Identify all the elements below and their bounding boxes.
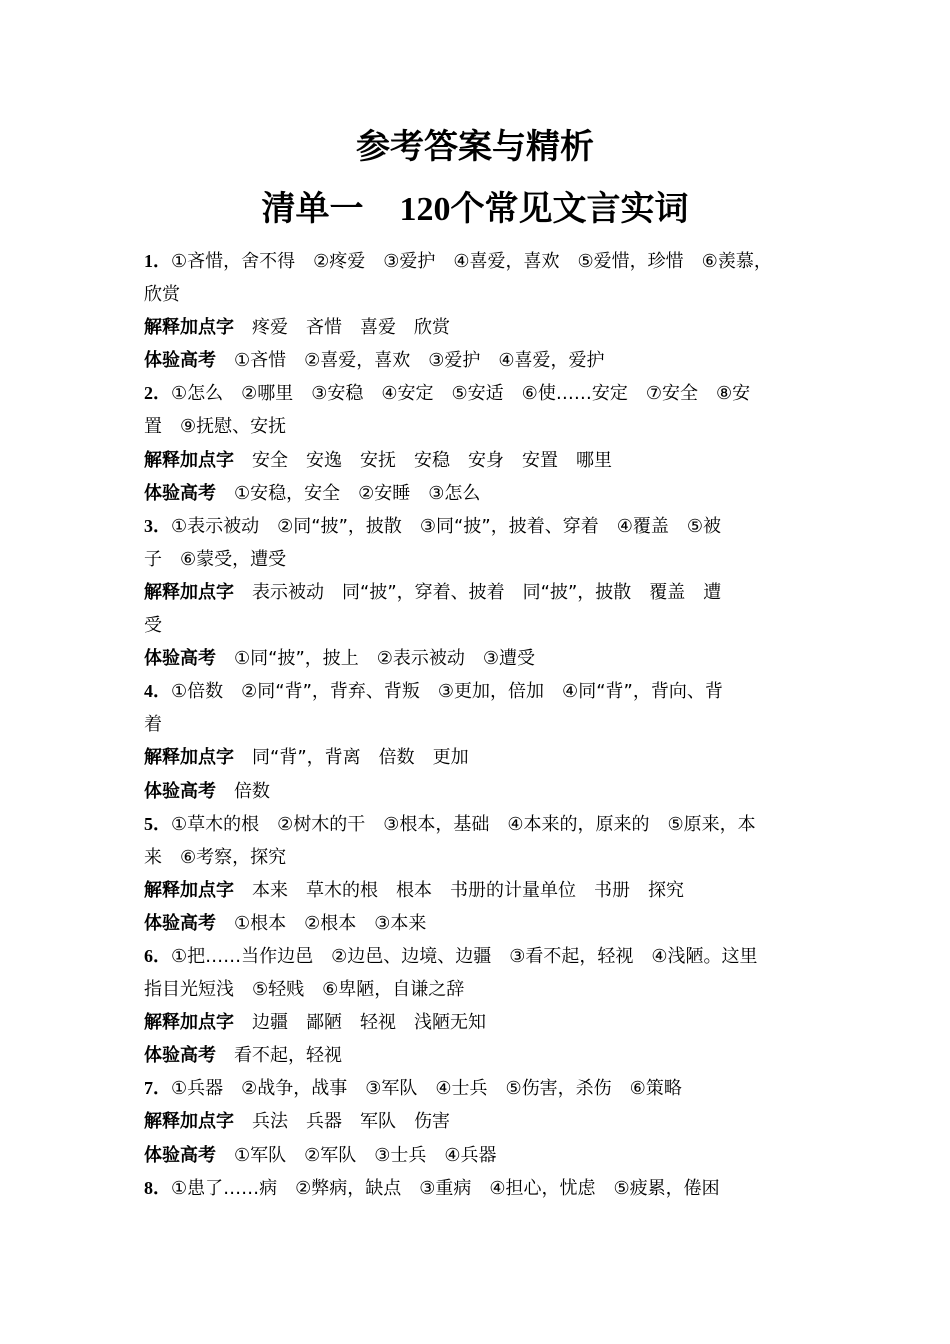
explain-dotted-line (144, 741, 824, 774)
continuation-line (144, 609, 824, 642)
continuation-text: 受 (144, 615, 162, 637)
continuation-line (144, 543, 824, 576)
explain-dotted-label: 解释加点字 (144, 1111, 234, 1133)
line-text: 兵法 兵器 军队 伤害 (234, 1111, 450, 1133)
continuation-line (144, 841, 824, 874)
line-text: 安全 安逸 安抚 安稳 安身 安置 哪里 (234, 449, 612, 471)
gaokao-label: 体验高考 (144, 482, 216, 504)
section-title (0, 186, 950, 233)
gaokao-line (144, 775, 824, 808)
answer-item-line (144, 808, 824, 841)
line-text: ①根本 ②根本 ③本来 (216, 912, 427, 934)
explain-dotted-line (144, 311, 824, 344)
line-text: ①吝惜 ②喜爱，喜欢 ③爱护 ④喜爱，爱护 (216, 350, 605, 372)
line-text: 疼爱 吝惜 喜爱 欣赏 (234, 317, 450, 339)
answer-item-line (144, 940, 824, 973)
answer-item-line (144, 1072, 824, 1105)
gaokao-line (144, 1039, 824, 1072)
line-text: ①军队 ②军队 ③士兵 ④兵器 (216, 1144, 497, 1166)
item-number: 1． (144, 251, 171, 271)
continuation-text: 来 ⑥考察，探究 (144, 846, 287, 868)
item-text: ①倍数 ②同“背”，背弃、背叛 ③更加，倍加 ④同“背”，背向、背 (171, 681, 723, 703)
continuation-line (144, 278, 824, 311)
continuation-line (144, 410, 824, 443)
gaokao-line (144, 344, 824, 377)
item-text: ①草木的根 ②树木的干 ③根本，基础 ④本来的，原来的 ⑤原来，本 (171, 813, 756, 835)
gaokao-line (144, 1139, 824, 1172)
page-title: 参考答案与精析 (356, 127, 594, 167)
explain-dotted-label: 解释加点字 (144, 747, 234, 769)
item-text: ①表示被动 ②同“披”，披散 ③同“披”，披着、穿着 ④覆盖 ⑤被 (171, 515, 721, 537)
gaokao-label: 体验高考 (144, 780, 216, 802)
answer-item-line (144, 510, 824, 543)
gaokao-label: 体验高考 (144, 912, 216, 934)
explain-dotted-label: 解释加点字 (144, 317, 234, 339)
continuation-line (144, 973, 824, 1006)
continuation-text: 欣赏 (144, 284, 180, 306)
explain-dotted-label: 解释加点字 (144, 581, 234, 603)
item-number: 2． (144, 383, 171, 404)
line-text: ①安稳，安全 ②安睡 ③怎么 (216, 482, 481, 504)
gaokao-label: 体验高考 (144, 648, 216, 670)
gaokao-line (144, 642, 824, 675)
answer-list (144, 245, 824, 1205)
explain-dotted-label: 解释加点字 (144, 1012, 234, 1034)
line-text: 倍数 (216, 780, 270, 802)
item-number: 7． (144, 1078, 171, 1099)
item-text: ①把……当作边邑 ②边邑、边境、边疆 ③看不起，轻视 ④浅陋。这里 (171, 945, 758, 967)
line-text: 本来 草木的根 根本 书册的计量单位 书册 探究 (234, 879, 684, 901)
line-text: 边疆 鄙陋 轻视 浅陋无知 (234, 1012, 486, 1034)
explain-dotted-line (144, 1105, 824, 1138)
gaokao-line (144, 907, 824, 940)
item-text: ①兵器 ②战争，战事 ③军队 ④士兵 ⑤伤害，杀伤 ⑥策略 (171, 1078, 682, 1100)
item-number: 6． (144, 945, 171, 966)
gaokao-line (144, 477, 824, 510)
item-text: ①患了……病 ②弊病，缺点 ③重病 ④担心，忧虑 ⑤疲累，倦困 (171, 1177, 720, 1199)
gaokao-label: 体验高考 (144, 350, 216, 372)
item-number: 3． (144, 515, 171, 536)
line-text: 同“背”，背离 倍数 更加 (234, 747, 469, 769)
item-text: ①怎么 ②哪里 ③安稳 ④安定 ⑤安适 ⑥使……安定 ⑦安全 ⑧安 (171, 383, 751, 405)
explain-dotted-line (144, 444, 824, 477)
line-text: 表示被动 同“披”，穿着、披着 同“披”，披散 覆盖 遭 (234, 581, 722, 603)
explain-dotted-line (144, 1006, 824, 1039)
continuation-text: 指目光短浅 ⑤轻贱 ⑥卑陋，自谦之辞 (144, 979, 465, 1001)
continuation-text: 子 ⑥蒙受，遭受 (144, 548, 287, 570)
explain-dotted-label: 解释加点字 (144, 449, 234, 471)
answer-item-line (144, 675, 824, 708)
section-title-number: 120 (399, 191, 451, 228)
gaokao-label: 体验高考 (144, 1144, 216, 1166)
explain-dotted-label: 解释加点字 (144, 879, 234, 901)
line-text: ①同“披”，披上 ②表示被动 ③遭受 (216, 648, 536, 670)
answer-item-line (144, 1172, 824, 1205)
section-title-part2: 个常见文言实词 (450, 189, 689, 229)
continuation-text: 着 (144, 714, 162, 736)
item-number: 8． (144, 1177, 171, 1198)
answer-item-line (144, 245, 824, 278)
item-text: ①吝惜，舍不得 ②疼爱 ③爱护 ④喜爱，喜欢 ⑤爱惜，珍惜 ⑥羡慕， (171, 251, 772, 272)
item-number: 4． (144, 681, 171, 702)
continuation-text: 置 ⑨抚慰、安抚 (144, 416, 287, 438)
line-text: 看不起，轻视 (216, 1045, 342, 1067)
continuation-line (144, 708, 824, 741)
explain-dotted-line (144, 576, 824, 609)
gaokao-label: 体验高考 (144, 1045, 216, 1067)
explain-dotted-line (144, 874, 824, 907)
answer-item-line (144, 377, 824, 410)
item-number: 5． (144, 813, 171, 834)
section-title-part1: 清单一 (261, 189, 364, 229)
